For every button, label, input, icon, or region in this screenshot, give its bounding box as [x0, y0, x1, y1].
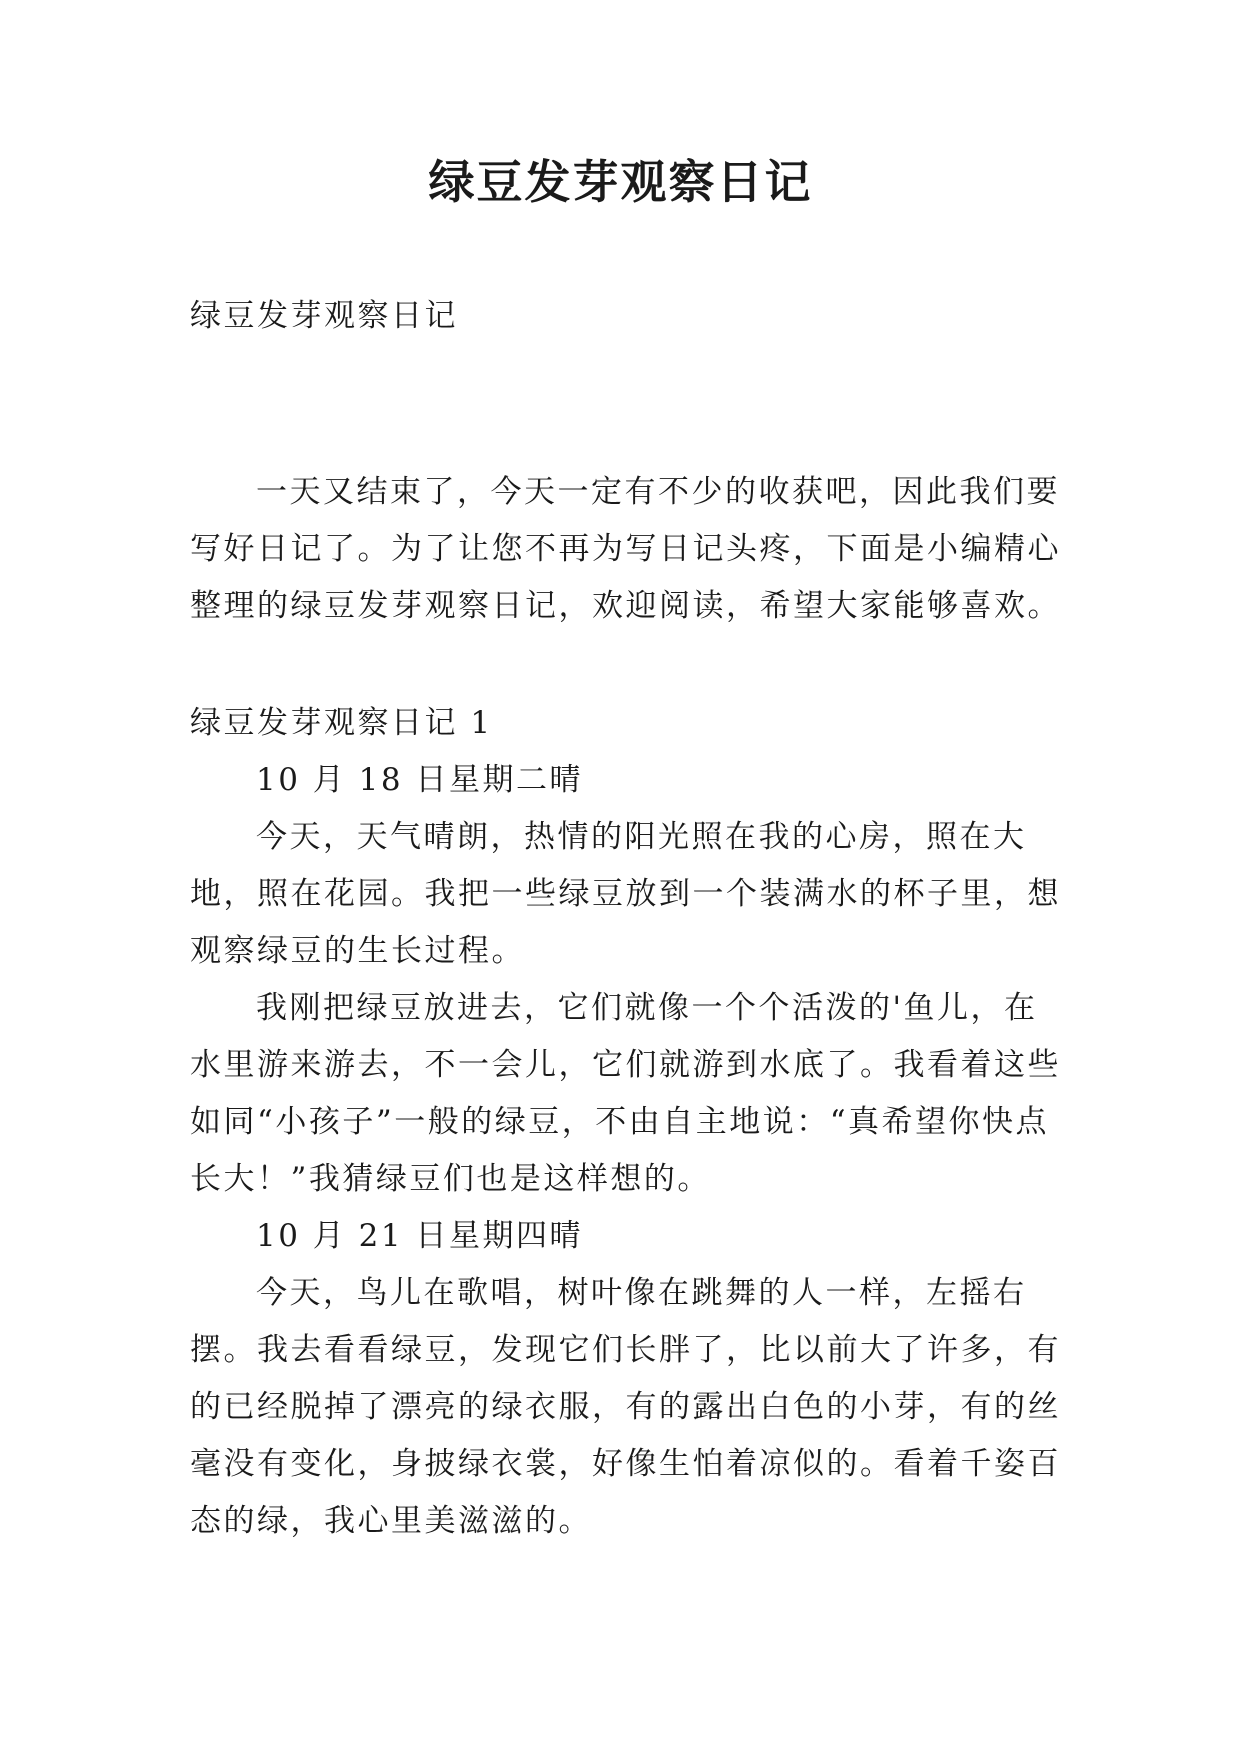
entry-paragraph: 我刚把绿豆放进去，它们就像一个个活泼的'鱼儿，在水里游来游去，不一会儿，它们就游到水底了。我看着这些如同“小孩子”一般的绿豆，不由自主地说：“真希望你快点长大！”我猜绿豆们也是这样想的。 — [190, 990, 1061, 1197]
document-subtitle: 绿豆发芽观察日记 — [190, 298, 458, 334]
intro-paragraph: 一天又结束了，今天一定有不少的收获吧，因此我们要写好日记了。为了让您不再为写日记头疼，下面是小编精心整理的绿豆发芽观察日记，欢迎阅读，希望大家能够喜欢。 — [190, 474, 1061, 624]
entry-paragraph: 今天，天气晴朗，热情的阳光照在我的心房，照在大地，照在花园。我把一些绿豆放到一个装满水的杯子里，想观察绿豆的生长过程。 — [190, 819, 1061, 969]
entry-paragraph: 今天，鸟儿在歌唱，树叶像在跳舞的人一样，左摇右摆。我去看看绿豆，发现它们长胖了，比以前大了许多，有的已经脱掉了漂亮的绿衣服，有的露出白色的小芽，有的丝毫没有变化，身披绿衣裳，好像生怕着凉似的。看着千姿百态的绿，我心里美滋滋的。 — [190, 1275, 1061, 1539]
document-title: 绿豆发芽观察日记 — [428, 155, 813, 209]
diary-section — [190, 695, 1065, 1550]
entry-date-line: 10 月 18 日星期二晴 — [256, 762, 583, 798]
entry-date-line: 10 月 21 日星期四晴 — [256, 1218, 583, 1254]
section-heading: 绿豆发芽观察日记 1 — [190, 705, 493, 741]
